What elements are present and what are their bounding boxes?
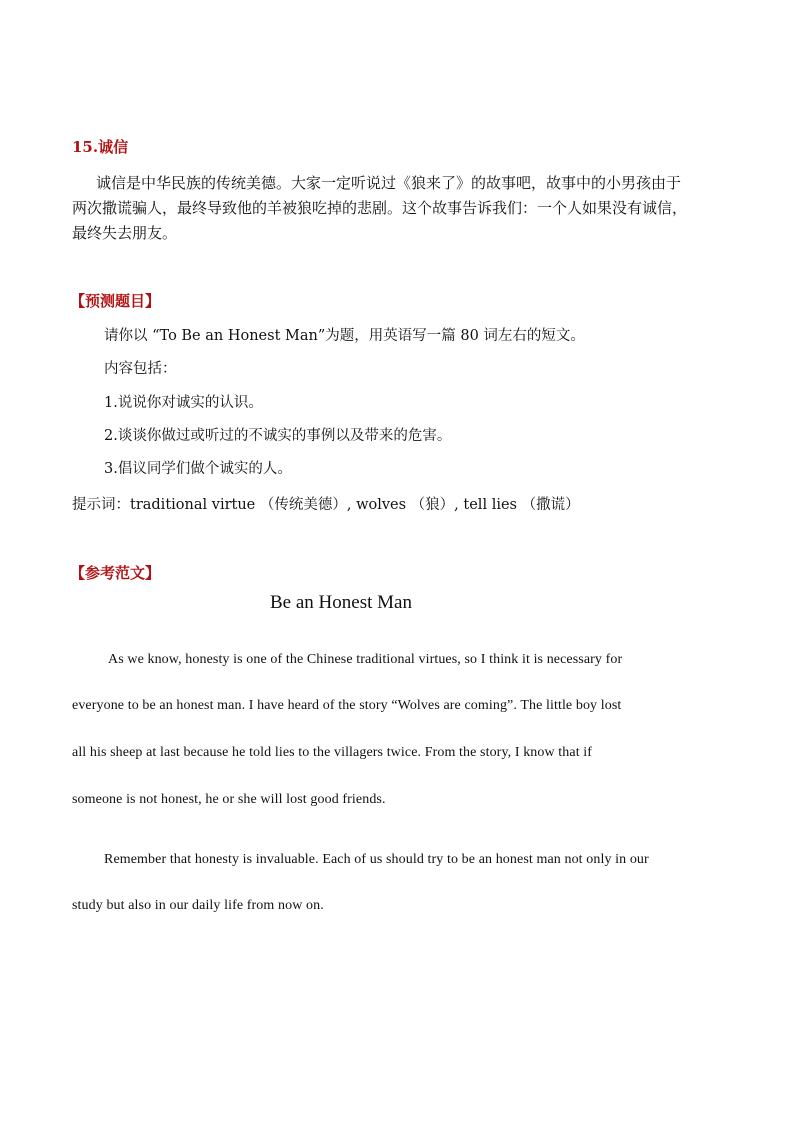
essay-line: Remember that honesty is invaluable. Each of us should try to be an honest man not only in our bbox=[104, 852, 649, 867]
hint-words: 提示词：traditional virtue （传统美德）, wolves （狼）, tell lies （撒谎） bbox=[72, 497, 580, 513]
point-item: 1.说说你对诚实的认识。 bbox=[104, 395, 263, 411]
point-item: 2.谈谈你做过或听过的不诚实的事例以及带来的危害。 bbox=[104, 428, 452, 444]
essay-line: everyone to be an honest man. I have heard of the story “Wolves are coming”. The little boy lost bbox=[72, 698, 622, 713]
essay-line: As we know, honesty is one of the Chinese traditional virtues, so I think it is necessary for bbox=[108, 652, 623, 667]
prediction-heading: 【预测题目】 bbox=[70, 292, 161, 310]
intro-line: 两次撒谎骗人，最终导致他的羊被狼吃掉的悲剧。这个故事告诉我们：一个人如果没有诚信， bbox=[72, 199, 688, 217]
intro-line: 最终失去朋友。 bbox=[72, 224, 178, 242]
content-label: 内容包括： bbox=[104, 361, 177, 377]
essay-line: all his sheep at last because he told lies to the villagers twice. From the story, I know that if bbox=[72, 745, 593, 760]
essay-title: Be an Honest Man bbox=[270, 592, 412, 613]
intro-line: 诚信是中华民族的传统美德。大家一定听说过《狼来了》的故事吧，故事中的小男孩由于 bbox=[96, 174, 682, 192]
point-item: 3.倡议同学们做个诚实的人。 bbox=[104, 461, 292, 477]
essay-line: study but also in our daily life from now on. bbox=[72, 898, 324, 913]
prediction-instruction: 请你以 “To Be an Honest Man”为题，用英语写一篇 80 词左右的短文。 bbox=[104, 328, 585, 344]
sample-heading: 【参考范文】 bbox=[70, 564, 161, 582]
section-heading: 15.诚信 bbox=[72, 138, 129, 156]
essay-line: someone is not honest, he or she will lost good friends. bbox=[72, 792, 386, 807]
